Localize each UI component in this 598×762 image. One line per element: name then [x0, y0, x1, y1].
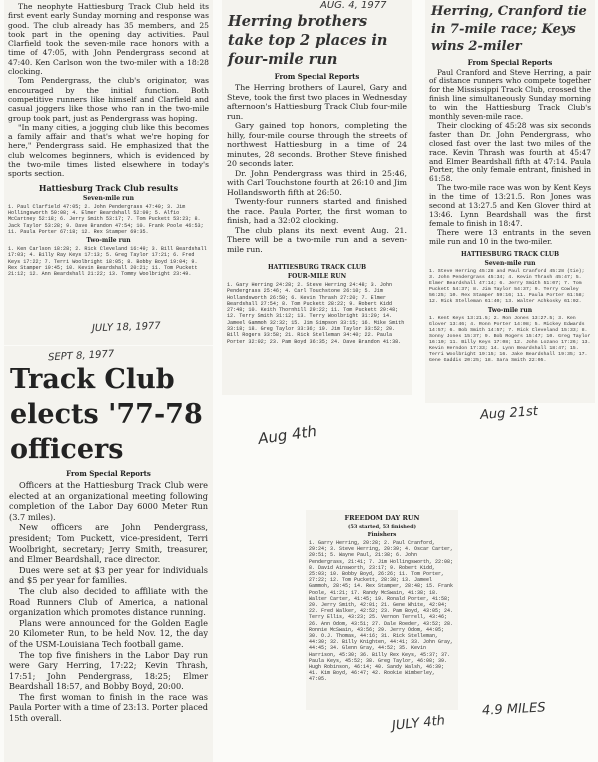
results-box [227, 260, 407, 345]
article-paragraph: Their clocking of 45:28 was six seconds faster than Dr. John Pendergrass, who closed fast over the last two miles of the race. Kevin Thrash was fourth at 45:47 and Elmer Beardshall fifth at 47:14. Paula Porter, the only female entrant, finished in 61:58. [429, 120, 591, 184]
article-paragraph: Tom Pendergrass, the club's originator, was encouraged by the initial function. Both competitive runners like himself and Clarfield and casual joggers like those who ran in the two-mile group took part, just as Pendergrass was hoping. [8, 76, 209, 123]
results-box-subtitle: FOUR-MILE RUN [287, 273, 347, 280]
results-list: 1. Steve Herring 45:28 and Paul Cranford 45:28 (tie); 3. John Pendergrass 45:34; 4. Kevin Thrash 45:47; 5. Elmer Beardshall 47:14; 6. Jerry Smith 51:07; 7. Tom Puckett 54:37; 8. Jim Taylor 54:37; 9. Terry Cowley 56:25; 10. Rex Stamper 59:16; 11. Paula Porter 61:58; 12. Rick Stelleman 61:40; 13. Walter Achkosky 61:02. [429, 268, 585, 304]
article-paragraph: Plans were announced for the Golden Eagle 20 Kilometer Run, to be held Nov. 12, the day of the USM-Louisiana Tech football game. [9, 617, 208, 649]
article-paragraph: There were 13 entrants in the seven mile run and 10 in the two-miler. [429, 227, 591, 246]
results-box-subtitle: (53 started, 53 finished) [348, 524, 416, 530]
headline: Track Club elects '77-78 officers [10, 364, 203, 465]
article-paragraph: Paul Cranford and Steve Herring, a pair of distance runners who compete together for the Mississippi Track Club, crossed the finish line simultaneously Sunday morning to win the Hattiesburg Track Club's monthly seven-mile race. [429, 67, 591, 122]
article-paragraph: New officers are John Pendergrass, president; Tom Puckett, vice-president, Terri Woolbright, secretary; Jerry Smith, treasurer, and Elmer Beardshall, race director. [9, 522, 208, 565]
results-subtitle: Finishers [367, 532, 397, 538]
handwritten-distance: 4.9 MILES [481, 700, 546, 719]
handwritten-date: AUG. 4, 1977 [320, 0, 387, 11]
article-paragraph: The top five finishers in the Labor Day run were Gary Herring, 17:22; Kevin Thrash, 17:51; John Pendergrass, 18:25; Elmer Beardshall 18:57, and Bobby Boyd, 20:00. [9, 649, 208, 692]
clip-seven-mile-race [425, 0, 595, 403]
article-paragraph: The first woman to finish in the race was Paula Porter with a time of 23:13. Porter placed 15th overall. [9, 691, 208, 724]
results-box-title: FREEDOM DAY RUN [344, 514, 420, 522]
results-list: 1. Garry Herring, 20:28; 2. Paul Cranford, 29:24; 3. Steve Herring, 20:39; 4. Oscar Carter, 20:51; 5. Wayne Paul, 21:38; 6. John Pendergrass, 21:41; 7. Jim Hollingsworth, 22:08; 8. David Ainsworth, 23:17; 9. Robert Kidd, 25:03; 10. Bobby Boyd, 26:26; 11. Tom Porter, 27:22; 12. Tom Puckett, 28:38; 13. Jameel Gammoh, 28:45; 14. Rex Stamper, 28:48; 15. Frank Poole, 41:21; 17. Randy McSwain, 41:38; 18. Walter Carter, 41:45; 19. Ronald Porter, 41:58; 20. Jerry Smith, 42:01; 21. Gene White, 42:04; 22. Fred Walker, 42:52; 23. Pam Boyd, 43:05; 24. Terry Ellis, 43:23; 25. Vernon Terrell, 43:46; 26. Ann Odom, 43:51; 27. Dale Roeder, 43:52; 28. Ronnie McSwain, 43:56; 29. Jerry Odom, 44:05; 30. O.J. Thomas, 44:16; 31. Rick Stelleman, 44:30; 32. Billy Knighten, 44:41; 33. John Gray, 44:45; 34. Glenn Gray, 44:52; 35. Kevin Harrison, 45:30; 36. Billy Rex Keys, 45:37; 37. Paula Keys, 45:52; 38. Greg Taylor, 46:08; 39. Hugh Robinson, 46:14; 40. Sandy Walsh, 46:39; 41. Kim Boyd, 46:47; 42. Rookie Wimberley, 47:05. [309, 540, 454, 683]
article-paragraph: Officers at the Hattiesburg Track Club were elected at an organizational meeting following completion of the Labor Day 6000 Meter Run (3.7 miles). [9, 480, 208, 522]
handwritten-date: JULY 4th [391, 713, 446, 734]
article-paragraph: The two-mile race was won by Kent Keys in the time of 13:21.5. Ron Jones was second at 13:27.5 and Ken Glover third at 13:46. Lynn Beardshall was the first female to finish in 18:47. [429, 183, 591, 228]
results-list: 1. Kent Keys 13:21.5; 2. Ron Jones 13:27.5; 3. Ken Glover 13:46; 4. Ronn Porter 14:08; 5. Mickey Edwards 14:57; 6. Bob Smith 14:57; 7. Rick Cleveland 15:33; 8. Sonny Jones 15:37; 9. Bob Rogers 15:47; 10. Greg Taylor 16:10; 11. Billy Keys 17:08; 12. John Lozano 17:26; 13. Kevin Herndon 17:33; 14. Lynn Beardshall 18:47; 15. Terri Woolbright 19:15; 16. Jake Beardshall 19:35; 17. Gene Gaddis 20:25; 18. Sara Smith 22:05. [429, 315, 591, 363]
results-list: 1. Paul Clarfield 47:05; 2. John Pendergrass 47:40; 3. Jim Hollingsworth 50:08; 4. Elmer Beardshall 52:09; 5. Alfio McCartney 52:18; 6. Jerry Smith 53:17; 7. Tom Puckett 53:23; 8. Jack Taylor 53:28; 9. Dave Brandon 47:54; 10. Frank Poole 46:53; 11. Paula Porter 67:18; 12. Rex Stamper 69:35. [8, 203, 204, 235]
clip-officers [4, 346, 213, 762]
handwritten-date: Aug 21st [479, 403, 539, 424]
article-paragraph: Dues were set at $3 per year for individuals and $5 per year for families. [9, 564, 208, 586]
clip-opening-event [4, 0, 213, 345]
handwritten-date: Aug 4th [257, 421, 318, 449]
handwritten-date: SEPT 8, 1977 [47, 348, 115, 364]
byline: From Special Reports [66, 469, 151, 478]
results-subtitle: Two-mile run [487, 306, 533, 314]
byline: From Special Reports [274, 72, 360, 81]
article-paragraph: Dr. John Pendergrass was third in 25:46, with Carl Touchstone fourth at 26:10 and Jim Hollandsworth fifth at 26:50. [227, 168, 407, 197]
article-paragraph: Gary gained top honors, completing the hilly, four-mile course through the streets of northwest Hattiesburg in a time of 24 minutes, 28 seconds. Brother Steve finished 20 seconds later. [227, 121, 407, 168]
handwritten-date: JULY 18, 1977 [91, 320, 161, 335]
article-paragraph: Twenty-four runners started and finished the race. Paula Porter, the first woman to finish, had a 32:02 clocking. [227, 197, 407, 225]
results-list: 1. Ken Carlson 18:28; 2. Rick Cleveland 16:49; 3. Bill Beardshall 17:03; 4. Billy Ray Keys 17:13; 5. Greg Taylor 17:21; 6. Fred Keys 17:22; 7. Terri Woolbright 18:05; 8. Bobby Boyd 19:04; 9. Rex Stamper 19:45; 10. Kevin Beardshall 20:21; 11. Tom Puckett 21:12; 12. Ann Beardshall 21:22; 13. Tommy Woolbright 23:49. [8, 246, 207, 278]
results-box-title: HATTIESBURG TRACK CLUB [267, 264, 367, 271]
results-title: Hattiesburg Track Club results [38, 182, 179, 193]
article-paragraph: The Herring brothers of Laurel, Gary and Steve, took the first two places in Wednesday afternoon's Hattiesburg Track Club four-mile run. [227, 83, 407, 121]
article-paragraph: The neophyte Hattiesburg Track Club held its first event early Sunday morning and response was good. The club already has 35 members, and 25 took part in the opening day activities. Paul Clarfield took the seven-mile race honors with a time of 47:05, with John Pendergrass second at 47:40. Ken Carlson won the two-miler with a 18:28 clocking. [8, 2, 209, 77]
clip-freedom-day-run [306, 510, 458, 710]
results-subtitle: Seven-mile run [484, 259, 536, 267]
results-list: 1. Gary Herring 24:28; 2. Steve Herring 24:48; 3. John Pendergrass 25:46; 4. Carl Touchstone 26:10; 5. Jim Hollandsworth 26:50; 6. Kevin Thrash 27:20; 7. Elmer Beardshall 27:54; 8. Tom Puckett 28:22; 9. Robert Kidd 27:48; 10. Keith Thornhill 29:22; 11. Tom Puckett 29:48; 12. Terry Smith 31:12; 13. Terry Woolbright 31:20; 14. Jameel Gammoh 32:32; 15. Jim Simpson 33:15; 16. Mike Smith 33:18; 18. Greg Taylor 33:36; 19. Jim Taylor 33:52; 20. Bill Rogers 33:58; 21. Rick Stelleman 34:40; 22. Paula Porter 32:02; 23. Pam Boyd 36:35; 24. Dave Brandon 41:38. [227, 282, 405, 345]
headline: Herring brothers take top 2 places in four-mile run [228, 13, 388, 68]
article-paragraph: "In many cities, a jogging club like this becomes a family affair and that's what we're hoping for here," Pendergrass said. He emphasized that the club welcomes beginners, which is evidenced by the two-mile times listed elsewhere in today's sports section. [8, 122, 209, 179]
results-box-title: HATTIESBURG TRACK CLUB [460, 250, 560, 258]
byline: From Special Reports [467, 57, 553, 67]
clip-four-mile-run [222, 0, 412, 395]
article-paragraph: The club plans its next event Aug. 21. There will be a two-mile run and a seven-mile run. [227, 225, 407, 254]
article-paragraph: The club also decided to affiliate with the Road Runners Club of America, a national organization which promotes distance running. [9, 585, 208, 618]
results-subtitle: Seven-mile run [82, 194, 134, 202]
results-subtitle: Two-mile run [86, 237, 131, 245]
headline: Herring, Cranford tie in 7-mile race; Keys wins 2-miler [431, 4, 587, 54]
